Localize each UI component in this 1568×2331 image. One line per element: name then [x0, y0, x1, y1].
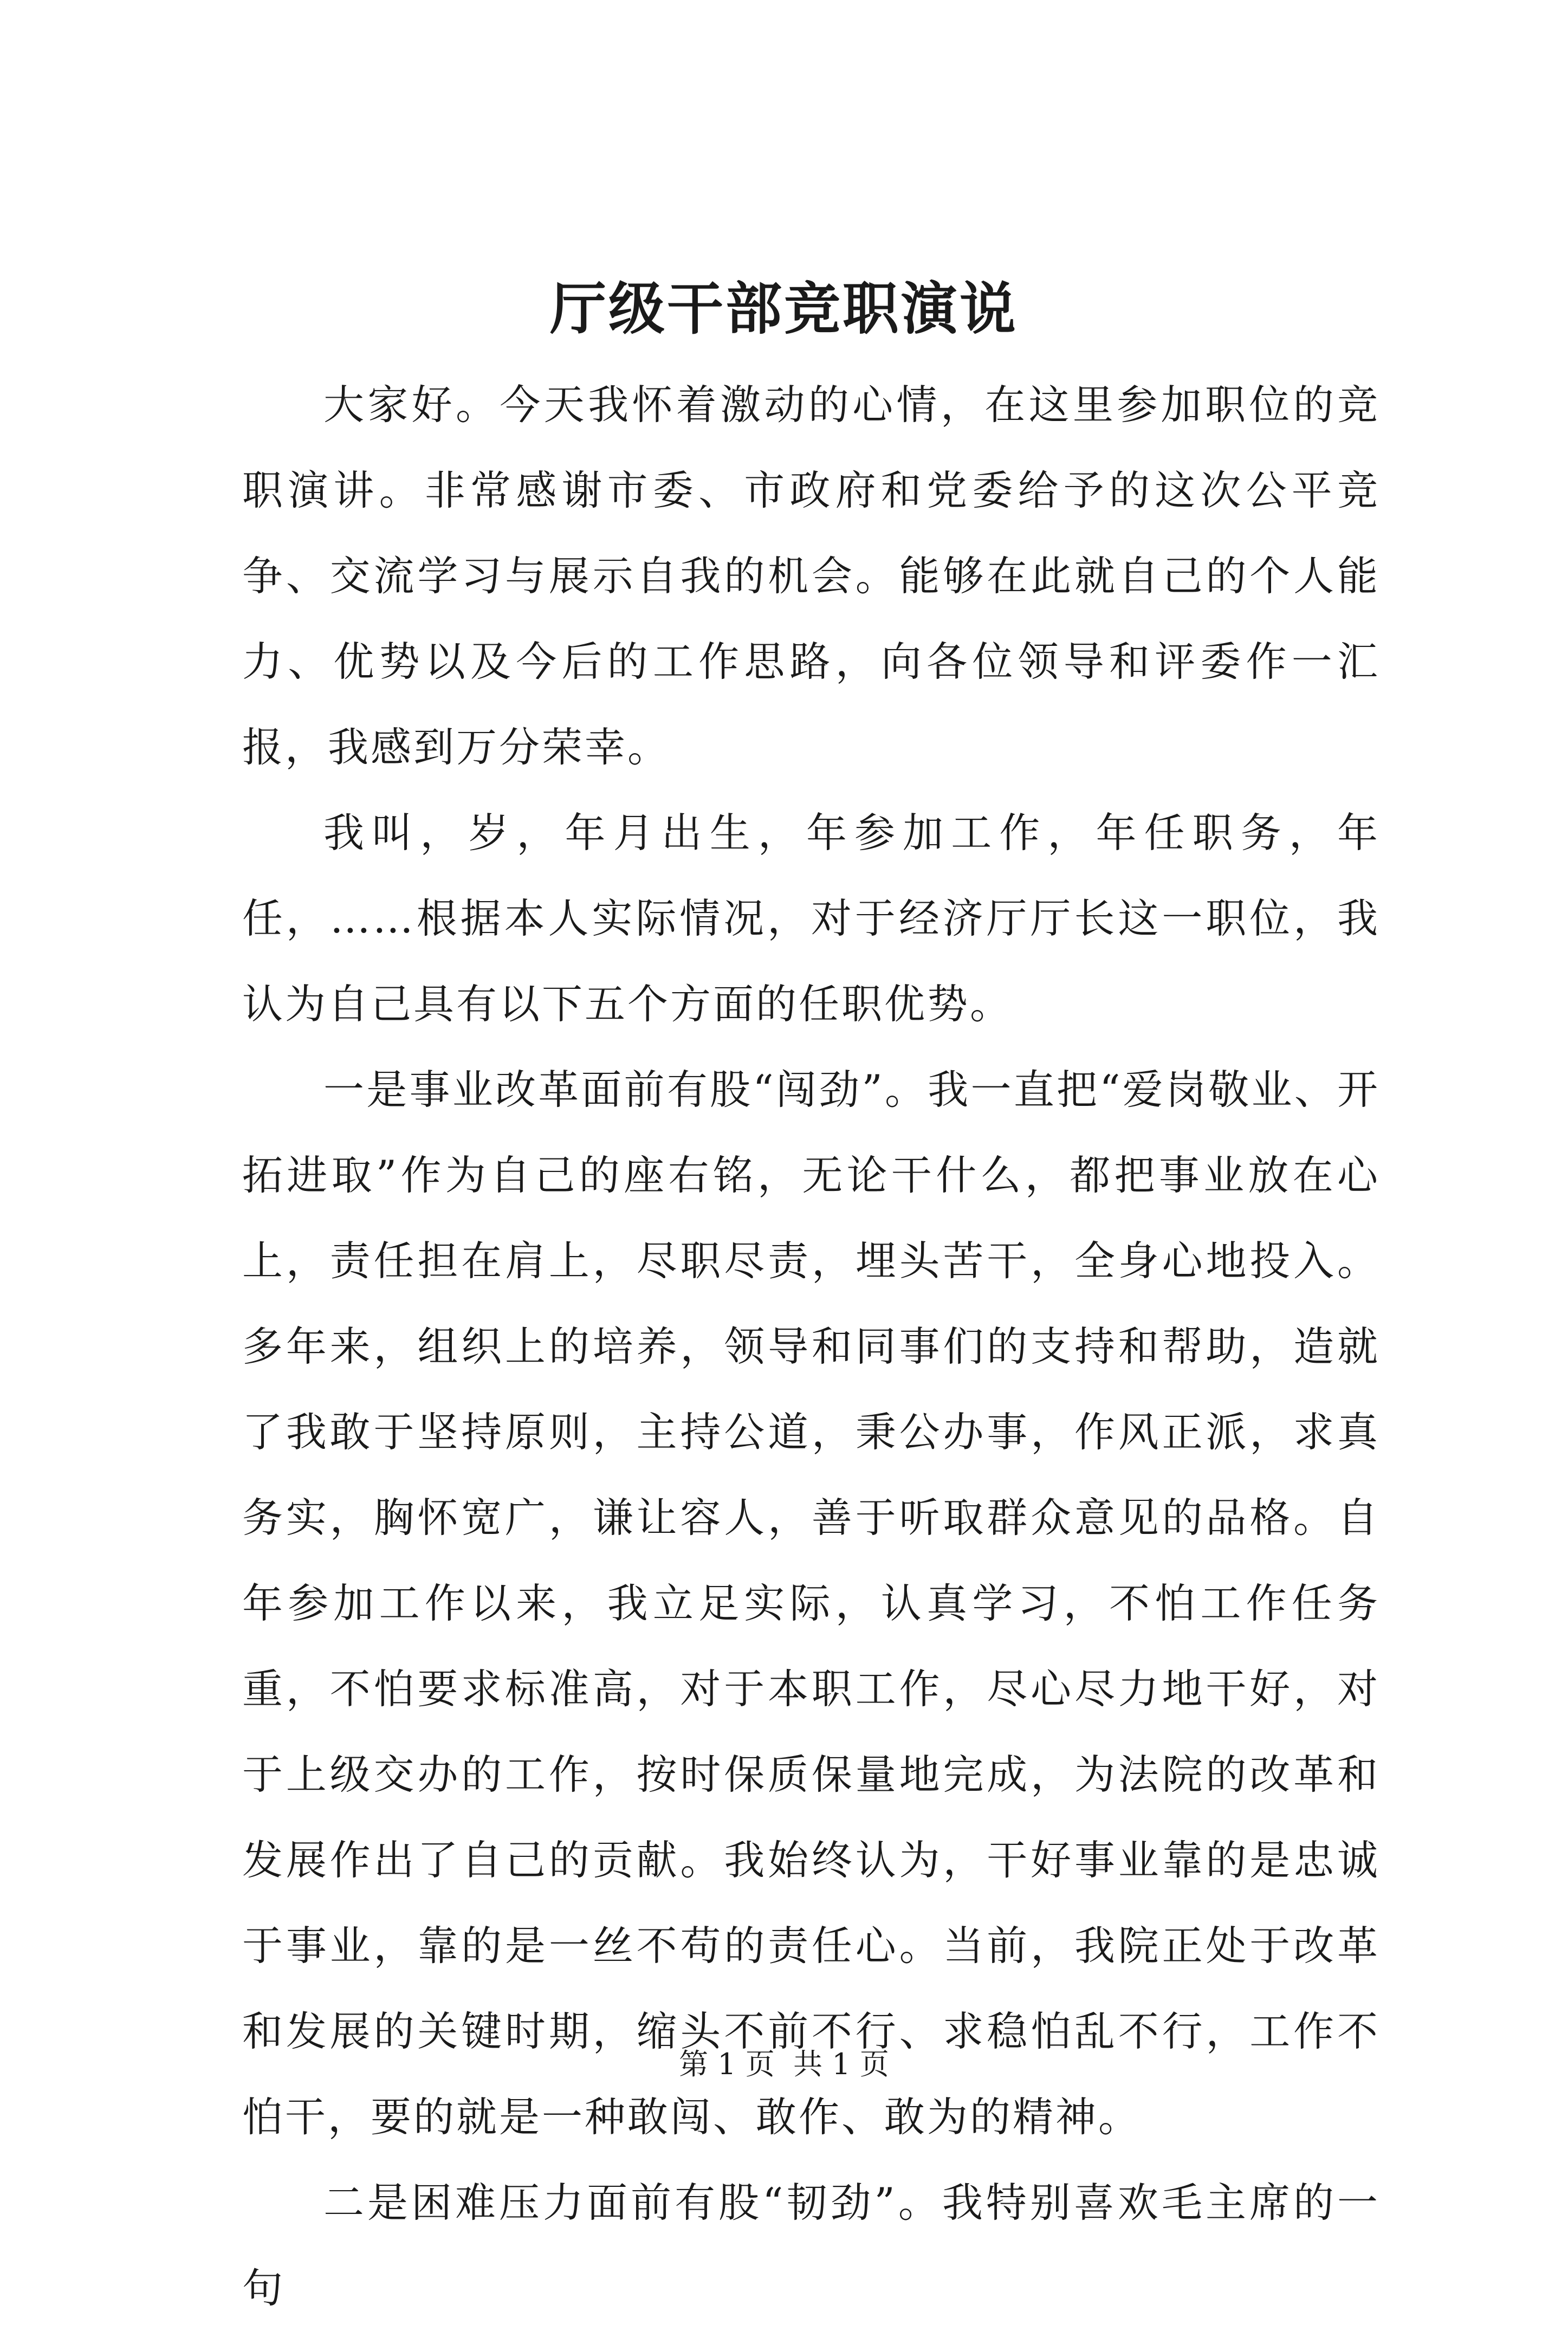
paragraph-advantage-two: 二是困难压力面前有股“韧劲”。我特别喜欢毛主席的一句	[242, 2179, 1380, 2312]
paragraph-advantage-one: 一是事业改革面前有股“闯劲”。我一直把“爱岗敬业、开拓进取”作为自己的座右铭，无论干什么，都把事业放在心上，责任担在肩上，尽职尽责，埋头苦干，全身心地投入。多年来，组织上的培养，领导和同事们的支持和帮助，造就了我敢于坚持原则，主持公道，秉公办事，作风正派，求真务实，胸怀宽广，谦让容人，善于听取群众意见的品格。自年参加工作以来，我立足实际，认真学习，不怕工作任务重，不怕要求标准高，对于本职工作，尽心尽力地干好，对于上级交办的工作，按时保质保量地完成，为法院的改革和发展作出了自己的贡献。我始终认为，干好事业靠的是忠诚于事业，靠的是一丝不苟的责任心。当前，我院正处于改革和发展的关键时期，缩头不前不行、求稳怕乱不行，工作不怕干，要的就是一种敢闯、敢作、敢为的精神。	[242, 1066, 1380, 2141]
document-title: 厅级干部竞职演说	[549, 275, 1018, 342]
document-body	[242, 362, 1380, 2331]
paragraph-greeting: 大家好。今天我怀着激动的心情，在这里参加职位的竞职演讲。非常感谢市委、市政府和党委给予的这次公平竞争、交流学习与展示自我的机会。能够在此就自己的个人能力、优势以及今后的工作思路，向各位领导和评委作一汇报，我感到万分荣幸。	[242, 381, 1380, 771]
paragraph-self-introduction: 我叫，岁，年月出生，年参加工作，年任职务，年任，……根据本人实际情况，对于经济厅厅长这一职位，我认为自己具有以下五个方面的任职优势。	[242, 809, 1380, 1028]
page-footer: 第 1 页 共 1 页	[679, 2047, 889, 2081]
